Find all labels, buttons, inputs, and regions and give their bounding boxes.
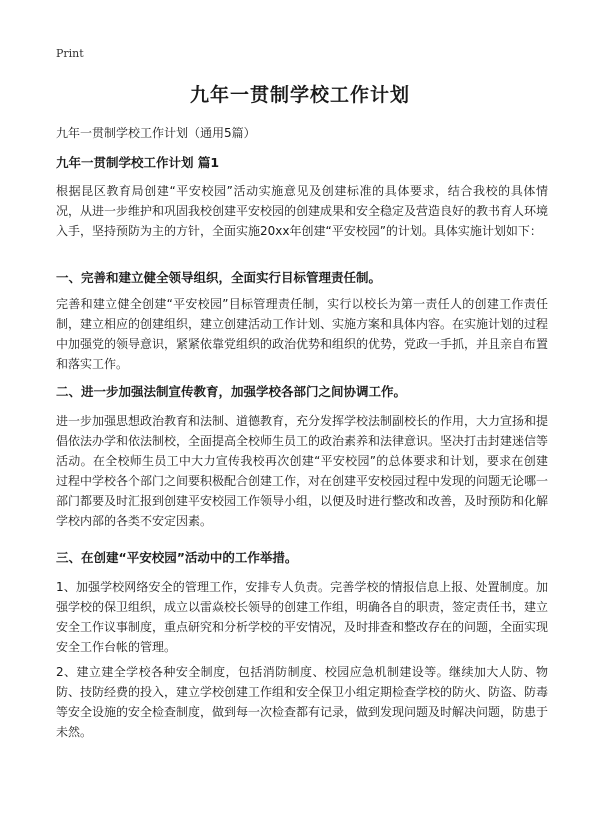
section3-item-1: 1、加强学校网络安全的管理工作，安排专人负责。完善学校的情报信息上报、处置制度。加强学校的保卫组织，成立以雷焱校长领导的创建工作组，明确各自的职责，签定责任书，建立安全工作议事制度，重点研究和分析学校的平安情况，及时排查和整改存在的问题，全面实现安全工作台帐的管理。 — [56, 580, 549, 654]
document-title: 九年一贯制学校工作计划 — [189, 84, 410, 106]
section3-heading: 三、在创建“平安校园”活动中的工作举措。 — [56, 550, 298, 565]
section1-heading: 一、完善和建立健全领导组织，全面实行目标管理责任制。 — [56, 270, 382, 285]
print-label[interactable]: Print — [56, 47, 84, 60]
document-subtitle: 九年一贯制学校工作计划（通用5篇） — [56, 126, 256, 140]
section2-paragraph: 进一步加强思想政治教育和法制、道德教育，充分发挥学校法制副校长的作用，大力宣扬和提倡依法办学和依法制校，全面提高全校师生员工的政治素养和法律意识。坚决打击封建迷信等活动。在全校师生员工中大力宣传我校再次创建“平安校园”的总体要求和计划，要求在创建过程中学校各个部门之间要积极配合创建工作，对在创建平安校园过程中发现的问题无论哪一部门都要及时汇报到创建平安校园工作领导小组，以便及时进行整改和改善，及时预防和化解学校内部的各类不安定因素。 — [56, 414, 549, 528]
section1-paragraph: 完善和建立健全创建“平安校园”目标管理责任制，实行以校长为第一责任人的创建工作责任制，建立相应的创建组织，建立创建活动工作计划、实施方案和具体内容。在实施计划的过程中加强党的领导意识，紧紧依靠党组织的政治优势和组织的优势，党政一手抓，并且亲自布置和落实工作。 — [56, 297, 549, 371]
article-title: 九年一贯制学校工作计划 篇1 — [56, 155, 220, 170]
section2-heading: 二、进一步加强法制宣传教育，加强学校各部门之间协调工作。 — [56, 384, 407, 399]
section3-item-2: 2、建立建全学校各种安全制度，包括消防制度、校园应急机制建设等。继续加大人防、物防、技防经费的投入，建立学校创建工作组和安全保卫小组定期检查学校的防火、防盗、防毒等安全设施的安全检查制度，做到每一次检查都有记录，做到发现问题及时解决问题，防患于未然。 — [56, 665, 549, 739]
intro-paragraph: 根据昆区教育局创建“平安校园”活动实施意见及创建标准的具体要求，结合我校的具体情况，从进一步维护和巩固我校创建平安校园的创建成果和安全稳定及营造良好的教书育人环境入手，坚持预防为主的方针，全面实施20xx年创建“平安校园”的计划。具体实施计划如下： — [56, 184, 549, 238]
